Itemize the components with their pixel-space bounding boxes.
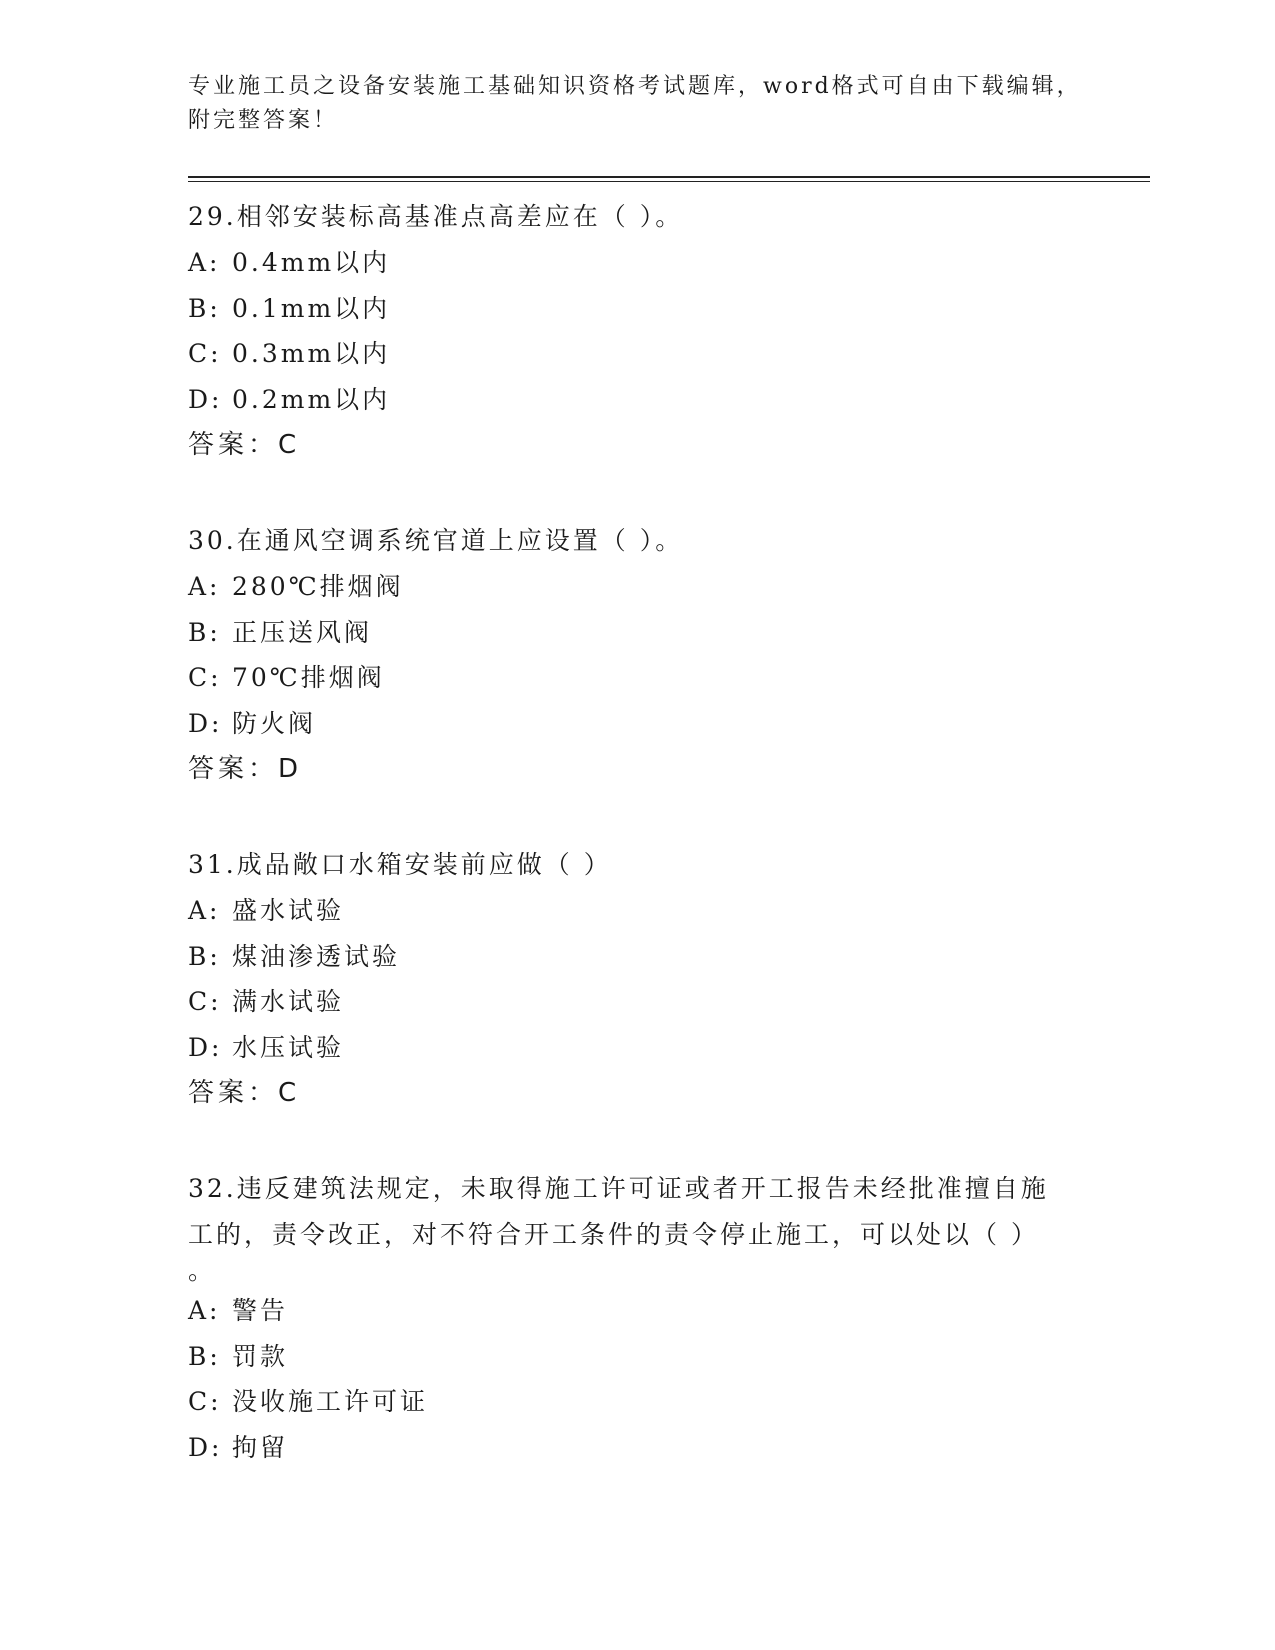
option-c bbox=[188, 331, 1148, 377]
answer-line bbox=[188, 422, 1148, 468]
question-stem: 29.相邻安装标高基准点高差应在（ ）。 bbox=[188, 202, 684, 231]
option-text: 满水试验 bbox=[232, 987, 345, 1016]
question-stem-line-3: 。 bbox=[188, 1256, 217, 1285]
document-page bbox=[188, 70, 1148, 1520]
option-letter: C: bbox=[188, 987, 222, 1016]
question-list bbox=[188, 194, 1148, 1470]
question-stem bbox=[188, 1166, 1068, 1288]
option-text: 0.4mm以内 bbox=[232, 248, 391, 277]
question-31 bbox=[188, 842, 1148, 1116]
option-letter: D: bbox=[188, 1432, 223, 1462]
option-letter: D: bbox=[188, 1032, 223, 1062]
option-text: 水压试验 bbox=[232, 1032, 345, 1062]
question-30 bbox=[188, 518, 1148, 792]
option-letter: D: bbox=[188, 384, 223, 414]
divider-thin-line bbox=[188, 181, 1150, 182]
option-text: 没收施工许可证 bbox=[232, 1387, 429, 1416]
option-letter: A: bbox=[188, 896, 221, 925]
header-divider bbox=[188, 176, 1150, 182]
answer-value: D bbox=[278, 754, 301, 784]
question-29 bbox=[188, 194, 1148, 468]
option-a bbox=[188, 888, 1148, 934]
option-text: 防火阀 bbox=[232, 708, 317, 738]
option-letter: B: bbox=[188, 1341, 221, 1371]
option-text: 煤油渗透试验 bbox=[232, 941, 401, 971]
header-line-1: 专业施工员之设备安装施工基础知识资格考试题库，word格式可自由下载编辑， bbox=[188, 74, 1082, 99]
option-text: 盛水试验 bbox=[232, 896, 345, 925]
option-d bbox=[188, 377, 1148, 423]
option-letter: B: bbox=[188, 617, 221, 647]
option-text: 罚款 bbox=[232, 1341, 289, 1371]
document-header bbox=[188, 70, 1082, 138]
option-text: 0.2mm以内 bbox=[232, 384, 391, 414]
option-letter: A: bbox=[188, 1296, 221, 1325]
option-a bbox=[188, 564, 1148, 610]
option-b bbox=[188, 934, 1148, 980]
option-text: 警告 bbox=[232, 1296, 289, 1325]
header-line-2: 附完整答案！ bbox=[188, 108, 339, 133]
option-letter: B: bbox=[188, 293, 221, 323]
answer-value: C bbox=[278, 430, 299, 460]
option-b bbox=[188, 286, 1148, 332]
option-d bbox=[188, 701, 1148, 747]
option-d bbox=[188, 1425, 1148, 1471]
option-text: 0.1mm以内 bbox=[232, 293, 391, 323]
option-letter: D: bbox=[188, 708, 223, 738]
answer-label: 答案： bbox=[188, 1078, 279, 1108]
question-stem-line-1: 32.违反建筑法规定，未取得施工许可证或者开工报告未经批准擅自施 bbox=[188, 1174, 1049, 1203]
option-letter: A: bbox=[188, 248, 221, 277]
option-text: 正压送风阀 bbox=[232, 617, 373, 647]
option-letter: C: bbox=[188, 1387, 222, 1416]
answer-label: 答案： bbox=[188, 754, 279, 784]
option-a bbox=[188, 240, 1148, 286]
option-c bbox=[188, 979, 1148, 1025]
option-c bbox=[188, 1379, 1148, 1425]
answer-line bbox=[188, 746, 1148, 792]
option-b bbox=[188, 1334, 1148, 1380]
question-stem: 30.在通风空调系统官道上应设置（ ）。 bbox=[188, 526, 684, 555]
option-letter: A: bbox=[188, 572, 221, 601]
option-text: 拘留 bbox=[232, 1432, 289, 1462]
option-text: 70℃排烟阀 bbox=[232, 663, 385, 692]
question-stem-line-2: 工的，责令改正，对不符合开工条件的责令停止施工，可以处以（ ） bbox=[188, 1220, 1039, 1249]
option-c bbox=[188, 655, 1148, 701]
answer-line bbox=[188, 1070, 1148, 1116]
option-b bbox=[188, 610, 1148, 656]
option-text: 280℃排烟阀 bbox=[232, 572, 404, 601]
divider-thick-line bbox=[188, 176, 1150, 178]
option-letter: B: bbox=[188, 941, 221, 971]
answer-value: C bbox=[278, 1078, 299, 1108]
answer-label: 答案： bbox=[188, 430, 279, 460]
question-32 bbox=[188, 1166, 1148, 1470]
option-text: 0.3mm以内 bbox=[232, 339, 391, 368]
option-letter: C: bbox=[188, 663, 222, 692]
option-a bbox=[188, 1288, 1148, 1334]
option-letter: C: bbox=[188, 339, 222, 368]
option-d bbox=[188, 1025, 1148, 1071]
question-stem: 31.成品敞口水箱安装前应做（ ） bbox=[188, 850, 612, 879]
